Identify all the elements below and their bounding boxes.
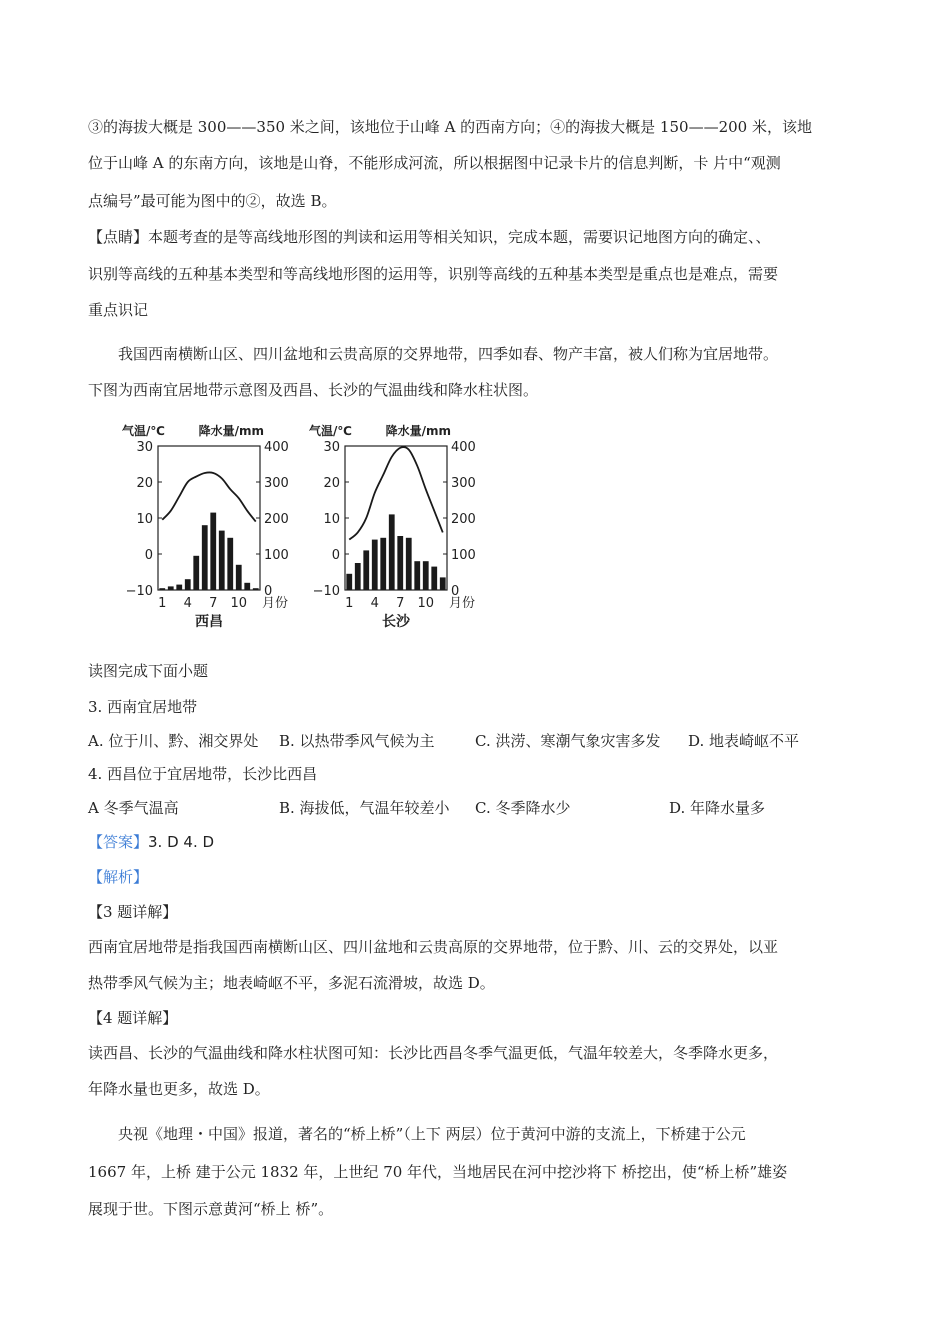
precipitation-bar <box>176 585 182 590</box>
precipitation-bar <box>185 579 191 590</box>
right-tick-label: 0 <box>264 584 273 599</box>
precipitation-bar <box>380 538 386 590</box>
precipitation-bar <box>253 588 259 590</box>
text-line: ③的海拔大概是 300——350 米之间，该地位于山峰 A 的西南方向；④的海拔大概是 150——200 米，该地 <box>88 118 812 136</box>
chart-title: 西昌 <box>195 614 223 630</box>
chart-title: 长沙 <box>382 614 410 630</box>
left-tick-label: 30 <box>323 440 340 455</box>
answer-tag: 【答案】 <box>88 833 149 851</box>
answer-line <box>88 832 214 852</box>
right-axis-label: 降水量/mm <box>198 424 264 438</box>
xichang-climate-chart <box>118 418 303 633</box>
x-tick-label: 4 <box>183 596 192 611</box>
detail-3-line: 西南宜居地带是指我国西南横断山区、四川盆地和云贵高原的交界地带，位于黔、川、云的交界处，以亚 <box>88 938 779 956</box>
text-line: 点编号”最可能为图中的②，故选 B。 <box>88 192 337 210</box>
bridge-line: 1667 年，上桥 建于公元 1832 年，上世纪 70 年代，当地居民在河中挖沙将下 桥挖出，使“桥上桥”雄姿 <box>88 1163 788 1181</box>
left-tick-label: 20 <box>323 476 340 491</box>
detail-3-heading: 【3 题详解】 <box>88 903 178 921</box>
read-instruction: 读图完成下面小题 <box>88 662 209 680</box>
q4-option-c: C. 冬季降水少 <box>475 799 571 817</box>
right-tick-label: 0 <box>451 584 460 599</box>
intro-line: 我国西南横断山区、四川盆地和云贵高原的交界地带，四季如春、物产丰富，被人们称为宜居地带。 <box>118 345 779 363</box>
right-tick-label: 200 <box>451 512 476 527</box>
precipitation-bar <box>440 577 446 590</box>
answer-text: 3. D 4. D <box>148 833 215 851</box>
right-tick-label: 400 <box>451 440 476 455</box>
q3-option-b: B. 以热带季风气候为主 <box>279 732 435 750</box>
dianjing-line: 【点睛】本题考查的是等高线地形图的判读和运用等相关知识，完成本题，需要识记地图方向的确定、、 <box>88 228 771 246</box>
dianjing-line: 识别等高线的五种基本类型和等高线地形图的运用等，识别等高线的五种基本类型是重点也是难点，需要 <box>88 265 779 283</box>
bridge-line: 央视《地理・中国》报道，著名的“桥上桥”（上下 两层）位于黄河中游的支流上，下桥建于公元 <box>118 1125 746 1143</box>
precipitation-bar <box>414 561 420 590</box>
text-line: 位于山峰 A 的东南方向，该地是山脊，不能形成河流，所以根据图中记录卡片的信息判断，卡 片中“观测 <box>88 154 781 172</box>
precipitation-bar <box>346 574 352 590</box>
left-tick-label: 20 <box>136 476 153 491</box>
right-tick-label: 100 <box>451 548 476 563</box>
precipitation-bar <box>431 567 437 590</box>
x-tick-label: 1 <box>158 596 167 611</box>
precipitation-bar <box>219 531 225 590</box>
q3-option-d: D. 地表崎岖不平 <box>688 732 800 750</box>
x-tick-label: 4 <box>370 596 379 611</box>
precipitation-bar <box>168 586 174 590</box>
q4-option-d: D. 年降水量多 <box>669 799 766 817</box>
q4-option-b: B. 海拔低，气温年较差小 <box>279 799 450 817</box>
precipitation-bar <box>355 563 361 590</box>
changsha-climate-chart <box>305 418 500 633</box>
bridge-line: 展现于世。下图示意黄河“桥上 桥”。 <box>88 1200 334 1218</box>
precipitation-bar <box>389 514 395 590</box>
precipitation-bar <box>210 513 216 590</box>
left-tick-label: −10 <box>312 584 340 599</box>
left-tick-label: 0 <box>331 548 340 563</box>
detail-4-line: 年降水量也更多，故选 D。 <box>88 1080 270 1098</box>
x-tick-label: 1 <box>345 596 354 611</box>
analysis-tag: 【解析】 <box>88 868 149 886</box>
q3-option-c: C. 洪涝、寒潮气象灾害多发 <box>475 732 661 750</box>
question-3-stem: 3. 西南宜居地带 <box>88 698 198 716</box>
left-tick-label: 0 <box>144 548 153 563</box>
left-tick-label: −10 <box>125 584 153 599</box>
temperature-curve <box>349 447 443 540</box>
precipitation-bar <box>236 565 242 590</box>
left-tick-label: 10 <box>323 512 340 527</box>
x-tick-label: 10 <box>230 596 248 611</box>
precipitation-bar <box>244 583 250 590</box>
precipitation-bar <box>397 536 403 590</box>
precipitation-bar <box>159 588 165 590</box>
right-tick-label: 300 <box>264 476 289 491</box>
right-tick-label: 100 <box>264 548 289 563</box>
question-4-stem: 4. 西昌位于宜居地带，长沙比西昌 <box>88 765 318 783</box>
intro-line: 下图为西南宜居地带示意图及西昌、长沙的气温曲线和降水柱状图。 <box>88 381 539 399</box>
left-axis-label: 气温/℃ <box>122 424 165 438</box>
precipitation-bar <box>202 525 208 590</box>
temperature-curve <box>162 472 256 521</box>
x-tick-label: 7 <box>396 596 405 611</box>
detail-4-line: 读西昌、长沙的气温曲线和降水柱状图可知：长沙比西昌冬季气温更低，气温年较差大，冬季降水更多， <box>88 1044 779 1062</box>
right-axis-label: 降水量/mm <box>385 424 451 438</box>
left-axis-label: 气温/℃ <box>309 424 352 438</box>
x-tick-label: 7 <box>209 596 218 611</box>
precipitation-bar <box>193 556 199 590</box>
detail-3-line: 热带季风气候为主；地表崎岖不平，多泥石流滑坡，故选 D。 <box>88 974 495 992</box>
right-tick-label: 200 <box>264 512 289 527</box>
precipitation-bar <box>227 538 233 590</box>
x-axis-label: 月份 <box>449 596 476 611</box>
left-tick-label: 30 <box>136 440 153 455</box>
q4-option-a: A 冬季气温高 <box>88 799 179 817</box>
plot-frame <box>158 446 260 590</box>
precipitation-bar <box>363 550 369 590</box>
x-tick-label: 10 <box>417 596 435 611</box>
right-tick-label: 300 <box>451 476 476 491</box>
right-tick-label: 400 <box>264 440 289 455</box>
left-tick-label: 10 <box>136 512 153 527</box>
precipitation-bar <box>423 561 429 590</box>
precipitation-bar <box>406 538 412 590</box>
q3-option-a: A. 位于川、黔、湘交界处 <box>88 732 259 750</box>
detail-4-heading: 【4 题详解】 <box>88 1009 178 1027</box>
x-axis-label: 月份 <box>262 596 289 611</box>
precipitation-bar <box>372 540 378 590</box>
dianjing-line: 重点识记 <box>88 301 149 319</box>
